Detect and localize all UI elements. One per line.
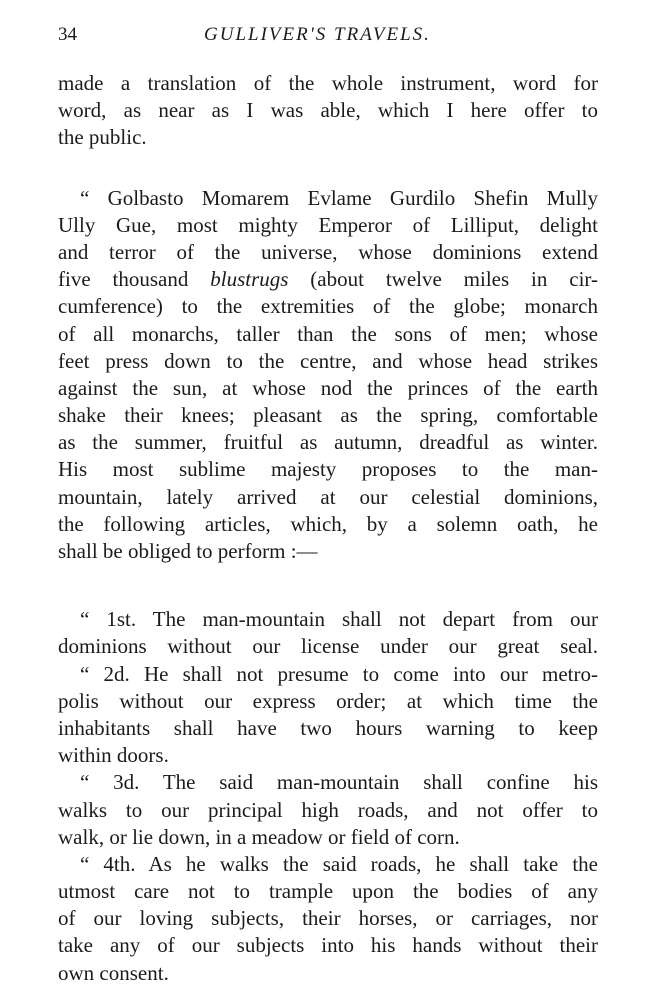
running-title: GULLIVER'S TRAVELS. — [204, 24, 431, 45]
text-line: dominions without our license under our great seal. — [58, 634, 598, 659]
text-line: of our loving subjects, their horses, or carriages, nor — [58, 906, 598, 931]
text-line: utmost care not to trample upon the bodies of any — [58, 879, 598, 904]
text-line: as the summer, fruitful as autumn, dreadful as winter. — [58, 430, 598, 455]
text-line: polis without our express order; at which time the — [58, 688, 598, 713]
body-text — [58, 70, 598, 987]
text-line: shake their knees; pleasant as the spring, comfortable — [58, 403, 598, 428]
text-line: made a translation of the whole instrument, word for — [58, 71, 598, 95]
text-line: word, as near as I was able, which I here offer to — [58, 98, 598, 123]
text-line — [58, 266, 598, 293]
text-line: against the sun, at whose nod the princes of the earth — [58, 375, 598, 400]
text-line: mountain, lately arrived at our celestial dominions, — [58, 484, 598, 509]
text-line: within doors. — [58, 743, 169, 768]
text-line: shall be obliged to perform :— — [58, 539, 318, 563]
text-span: five thousand — [58, 267, 211, 292]
text-line: walk, or lie down, in a meadow or field of corn. — [58, 824, 460, 849]
text-line: “ 1st. The man-mountain shall not depart from our — [80, 607, 598, 632]
article-2 — [58, 661, 598, 770]
text-line: “ Golbasto Momarem Evlame Gurdilo Shefin Mully — [80, 185, 598, 210]
text-line: of all monarchs, taller than the sons of men; whose — [58, 321, 598, 346]
text-line: His most sublime majesty proposes to the man- — [58, 457, 598, 482]
text-line: inhabitants shall have two hours warning to keep — [58, 715, 598, 740]
text-line: “ 3d. The said man-mountain shall confine his — [80, 770, 598, 795]
page-number: 34 — [58, 24, 77, 45]
text-span: (about twelve miles in cir- — [288, 267, 598, 292]
text-line: the following articles, which, by a solemn oath, he — [58, 511, 598, 536]
intro-paragraph — [58, 70, 598, 152]
proclamation-paragraph — [58, 185, 598, 566]
text-line: the public. — [58, 125, 147, 150]
text-line: cumference) to the extremities of the globe; monarch — [58, 294, 598, 319]
italic-word-blustrugs: blustrugs — [210, 267, 289, 292]
article-4 — [58, 851, 598, 987]
text-line: Ully Gue, most mighty Emperor of Lilliput, delight — [58, 212, 598, 237]
text-line: feet press down to the centre, and whose head strikes — [58, 348, 598, 373]
text-line: “ 2d. He shall not presume to come into our metro- — [80, 661, 598, 686]
article-3 — [58, 769, 598, 851]
running-head — [58, 24, 598, 50]
text-line: and terror of the universe, whose dominions extend — [58, 239, 598, 264]
text-line: “ 4th. As he walks the said roads, he shall take the — [80, 851, 598, 876]
text-line: own consent. — [58, 960, 169, 985]
article-1 — [58, 606, 598, 660]
text-line: take any of our subjects into his hands without their — [58, 933, 598, 958]
text-line: walks to our principal high roads, and not offer to — [58, 797, 598, 822]
